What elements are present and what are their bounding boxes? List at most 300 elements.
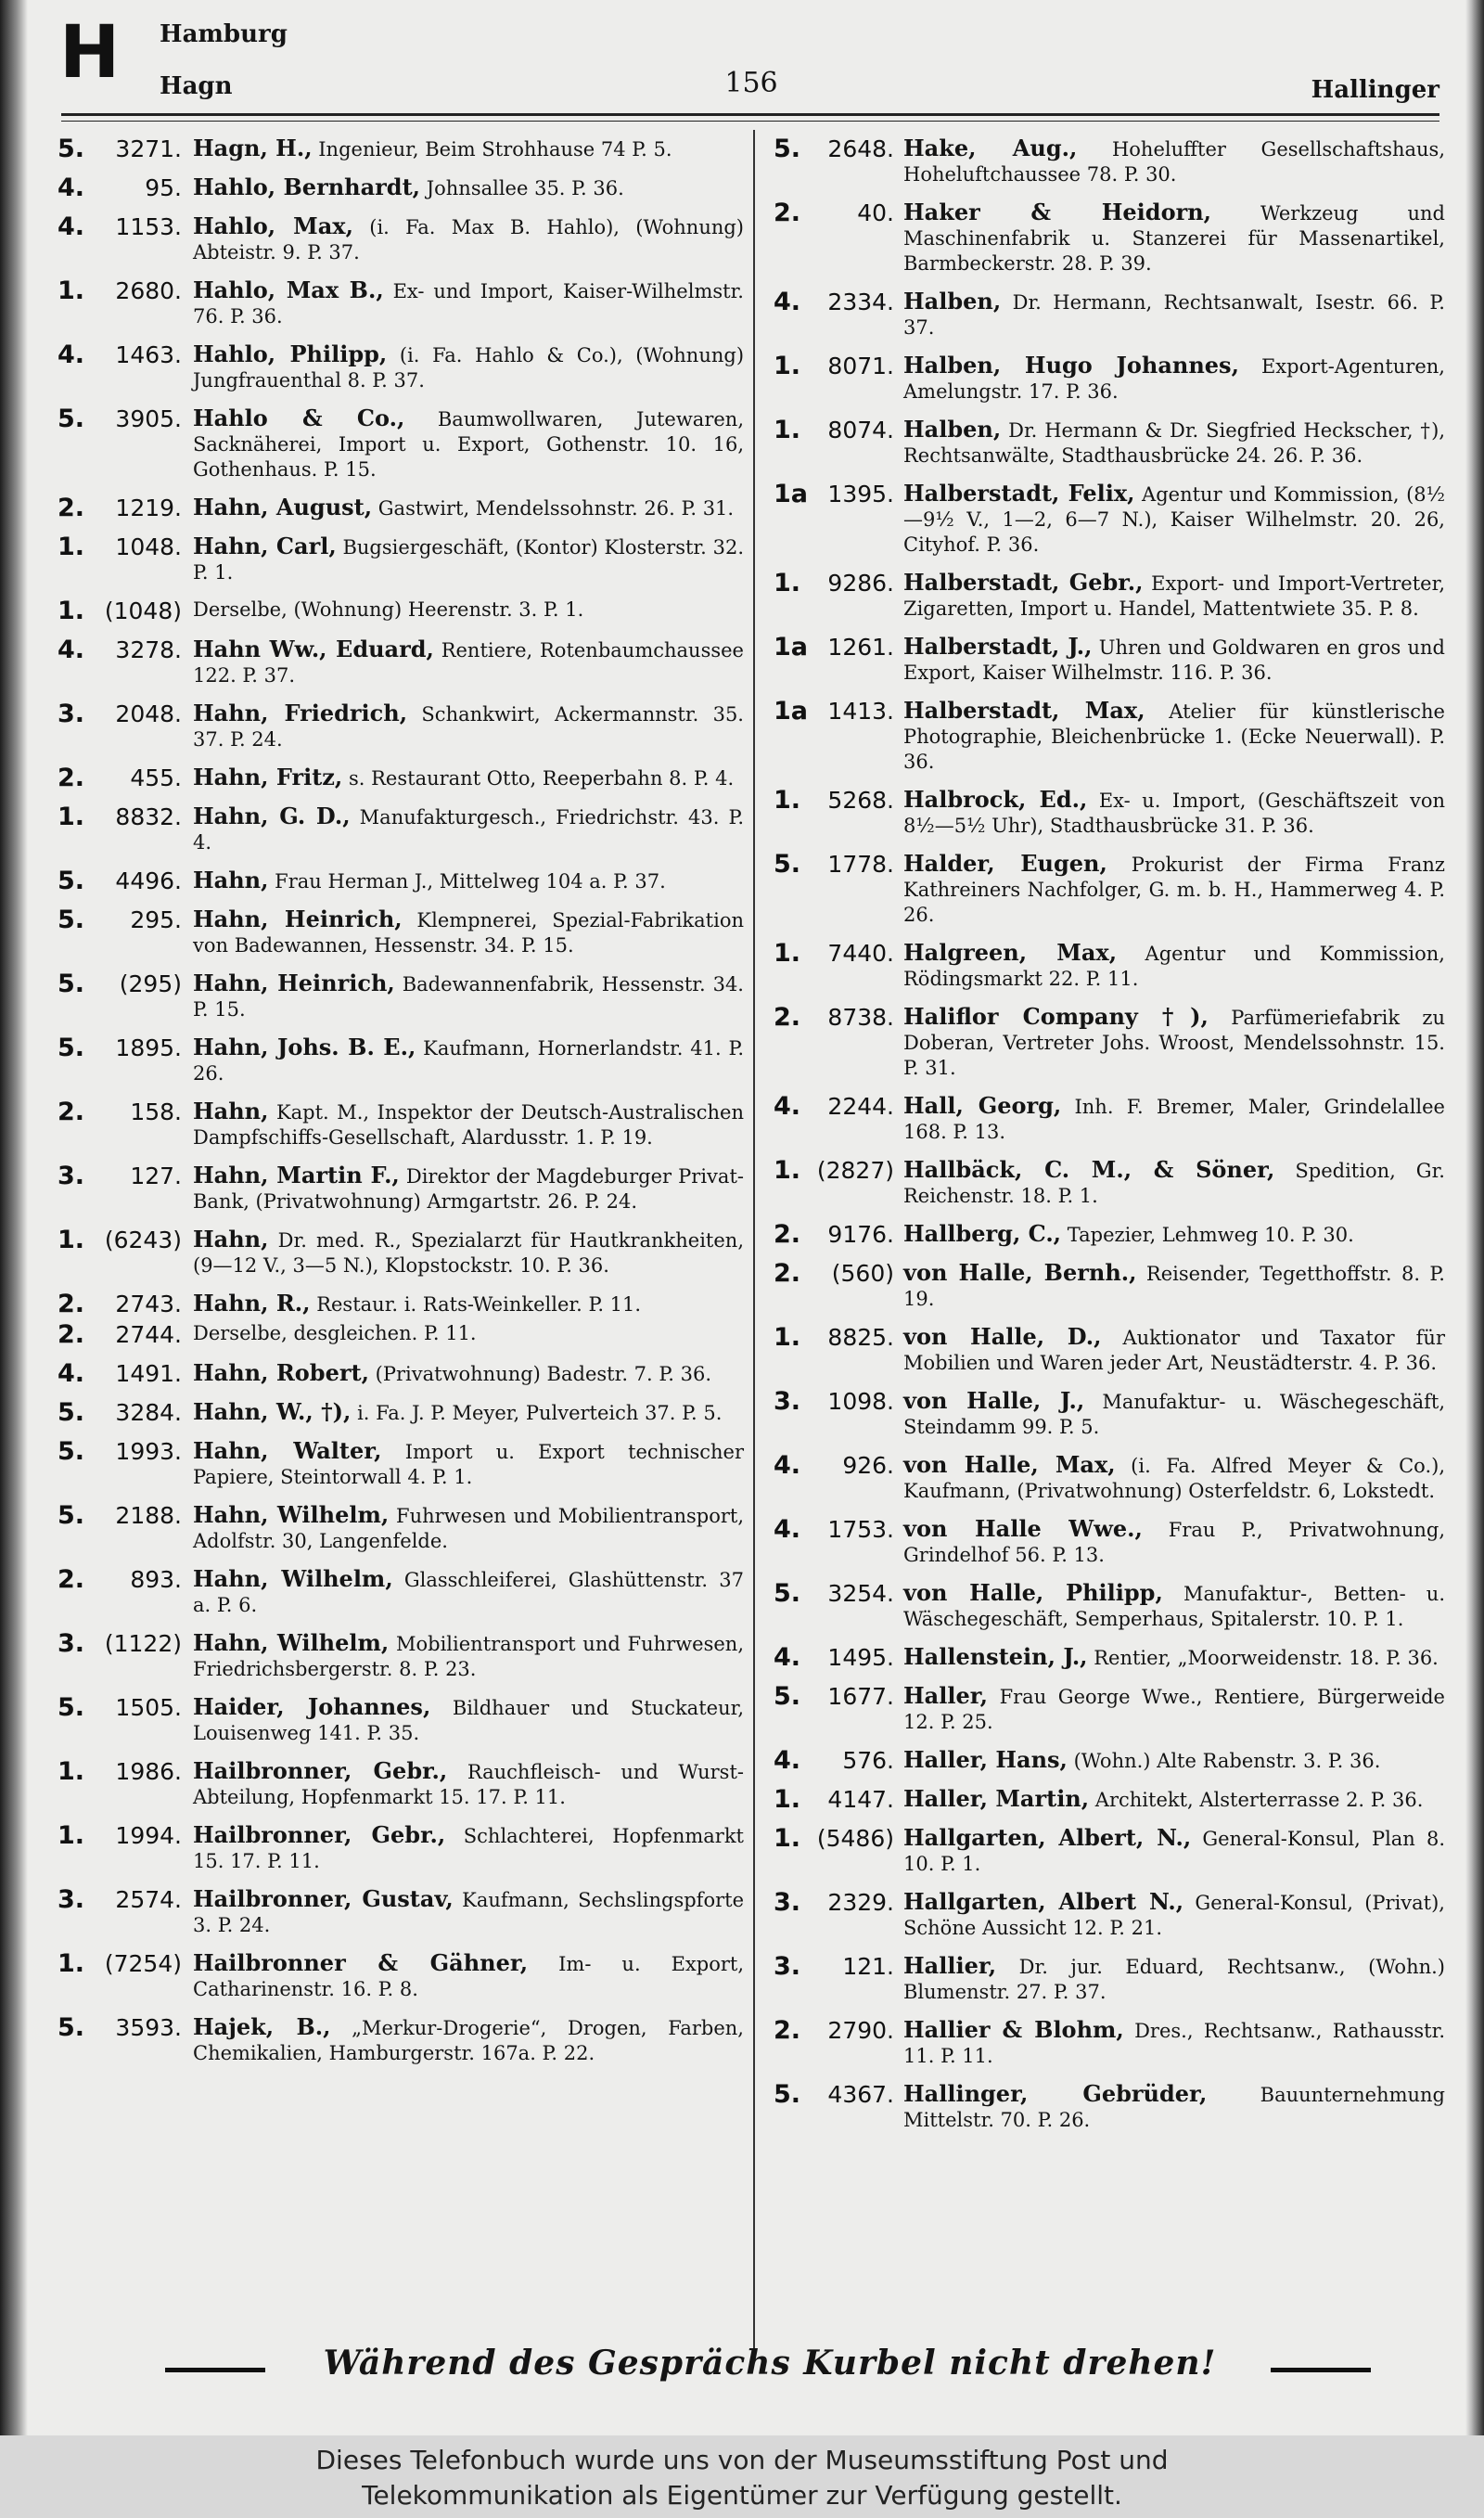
line-number: 1677. xyxy=(827,1683,894,1710)
subscriber-details: Dres., Rechtsanw., Rathausstr. 11. P. 11. xyxy=(903,2020,1445,2067)
exchange-code: 2. xyxy=(58,1290,85,1318)
footer-line-1: Dieses Telefonbuch wurde uns von der Museumsstiftung Post und xyxy=(315,2445,1169,2475)
directory-entry xyxy=(774,135,1445,187)
subscriber-details: (i. Fa. Hahlo & Co.), (Wohnung) Jungfrauenthal 8. P. 37. xyxy=(193,344,745,392)
directory-entry xyxy=(58,970,744,1022)
subscriber-details: Derselbe, (Wohnung) Heerenstr. 3. P. 1. xyxy=(193,598,584,621)
line-number: (560) xyxy=(831,1260,894,1287)
subscriber-details: Ex- u. Import, (Geschäftszeit von 8½—5½ Uhr), Stadthausbrücke 31. P. 36. xyxy=(903,790,1445,837)
exchange-code: 2. xyxy=(58,494,85,522)
directory-entry xyxy=(774,1260,1445,1312)
subscriber-name: Hallinger, Gebrüder, xyxy=(903,2080,1208,2107)
line-number: 8825. xyxy=(827,1324,894,1351)
phone-number xyxy=(58,2014,184,2041)
directory-entry xyxy=(774,1786,1445,1813)
directory-entry xyxy=(58,1630,744,1682)
notice-banner xyxy=(0,2344,1484,2399)
exchange-code: 2. xyxy=(774,2016,801,2045)
subscriber-name: Hahlo, Bernhardt, xyxy=(193,173,421,200)
entry-body xyxy=(894,1157,1445,1209)
line-number: 576. xyxy=(842,1747,894,1774)
line-number: 8738. xyxy=(827,1004,894,1031)
subscriber-name: Haller, Hans, xyxy=(903,1746,1068,1773)
phone-number xyxy=(774,1747,894,1774)
directory-entry xyxy=(58,1399,744,1426)
phone-number xyxy=(774,1093,894,1120)
exchange-code: 5. xyxy=(58,1437,85,1466)
subscriber-details: Im- u. Export, Catharinenstr. 16. P. 8. xyxy=(193,1953,744,2000)
entry-body xyxy=(894,570,1445,622)
line-number: 1505. xyxy=(115,1694,182,1721)
phone-number xyxy=(58,495,184,521)
subscriber-details: Frau George Wwe., Rentiere, Bürgerweide 12. P. 25. xyxy=(903,1686,1445,1733)
subscriber-details: (i. Fa. Max B. Hahlo), (Wohnung) Abteistr. 9. P. 37. xyxy=(193,216,744,263)
subscriber-name: von Halle, D., xyxy=(903,1323,1102,1350)
entry-body xyxy=(184,1034,744,1086)
exchange-code: 1. xyxy=(774,1323,801,1352)
entry-body xyxy=(184,1438,744,1490)
phone-number xyxy=(58,597,184,624)
subscriber-details: Derselbe, desgleichen. P. 11. xyxy=(193,1322,477,1344)
directory-entry xyxy=(774,1388,1445,1440)
phone-number xyxy=(58,341,184,368)
entry-body xyxy=(894,417,1445,469)
entry-body xyxy=(894,1004,1445,1081)
phone-number xyxy=(774,2081,894,2108)
exchange-code: 2. xyxy=(58,764,85,792)
subscriber-details: Klempnerei, Spezial-Fabrikation von Badewannen, Hessenstr. 34. P. 15. xyxy=(193,909,744,957)
subscriber-name: Hahlo & Co., xyxy=(193,405,405,431)
subscriber-name: Hahn, Carl, xyxy=(193,533,337,559)
section-letter: H xyxy=(59,11,121,95)
directory-entry xyxy=(58,1566,744,1618)
entry-body xyxy=(184,1227,744,1278)
exchange-code: 4. xyxy=(58,173,85,202)
exchange-code: 1a xyxy=(774,633,809,662)
line-number: 1753. xyxy=(827,1516,894,1543)
subscriber-name: Haliflor Company †), xyxy=(903,1003,1209,1030)
entry-body xyxy=(894,1260,1445,1312)
subscriber-name: Hahn, Friedrich, xyxy=(193,700,408,726)
exchange-code: 5. xyxy=(774,135,801,163)
line-number: 1495. xyxy=(827,1644,894,1671)
header-city: Hamburg xyxy=(160,20,288,48)
entry-body xyxy=(894,1889,1445,1941)
banner-rule-right xyxy=(1271,2368,1371,2372)
directory-entry xyxy=(58,867,744,894)
subscriber-name: Hallier, xyxy=(903,1952,997,1979)
exchange-code: 4. xyxy=(774,1746,801,1775)
phone-number xyxy=(774,1452,894,1479)
entry-body xyxy=(894,634,1445,686)
exchange-code: 1a xyxy=(774,697,809,726)
directory-entry xyxy=(58,1163,744,1214)
phone-number xyxy=(58,803,184,830)
subscriber-details: Import u. Export technischer Papiere, Steintorwall 4. P. 1. xyxy=(193,1441,744,1488)
exchange-code: 5. xyxy=(58,1693,85,1722)
line-number: 1153. xyxy=(115,213,182,240)
subscriber-name: Hallenstein, J., xyxy=(903,1643,1088,1670)
exchange-code: 1a xyxy=(774,480,809,508)
subscriber-name: Hahn, G. D., xyxy=(193,803,351,829)
exchange-code: 2. xyxy=(774,199,801,227)
line-number: 2743. xyxy=(115,1291,182,1317)
directory-entry xyxy=(774,1889,1445,1941)
phone-number xyxy=(774,570,894,597)
exchange-code: 2. xyxy=(774,1259,801,1288)
entry-body xyxy=(894,2081,1445,2133)
phone-number xyxy=(58,636,184,663)
directory-entry xyxy=(774,2081,1445,2133)
phone-number xyxy=(774,199,894,226)
exchange-code: 4. xyxy=(58,636,85,664)
phone-number xyxy=(58,867,184,894)
subscriber-name: Hallgarten, Albert, N., xyxy=(903,1824,1192,1851)
subscriber-name: Hahn, W., †), xyxy=(193,1398,352,1425)
exchange-code: 5. xyxy=(58,1398,85,1427)
line-number: 3278. xyxy=(115,636,182,663)
entry-body xyxy=(184,700,744,752)
entry-body xyxy=(894,940,1445,992)
directory-entry xyxy=(774,481,1445,558)
directory-entry xyxy=(58,341,744,393)
line-number: 1048. xyxy=(115,533,182,560)
line-number: 1986. xyxy=(115,1758,182,1785)
header-last-name: Hallinger xyxy=(1311,76,1439,104)
exchange-code: 4. xyxy=(774,1451,801,1480)
phone-number xyxy=(774,1260,894,1287)
phone-number xyxy=(774,1644,894,1671)
phone-number xyxy=(774,1004,894,1031)
entry-body xyxy=(184,1163,744,1214)
line-number: 2048. xyxy=(115,700,182,727)
phone-number xyxy=(58,906,184,933)
entry-body xyxy=(184,1291,744,1317)
subscriber-name: Halberstadt, J., xyxy=(903,633,1093,660)
phone-number xyxy=(774,1786,894,1813)
entry-body xyxy=(184,1321,744,1346)
directory-entry xyxy=(774,2017,1445,2069)
directory-entry xyxy=(58,906,744,958)
phone-number xyxy=(774,1683,894,1710)
entry-body xyxy=(894,1683,1445,1735)
exchange-code: 4. xyxy=(58,340,85,369)
phone-number xyxy=(58,1098,184,1125)
exchange-code: 5. xyxy=(58,1034,85,1062)
exchange-code: 3. xyxy=(58,1629,85,1658)
phone-number xyxy=(58,1502,184,1529)
phone-number xyxy=(58,135,184,162)
exchange-code: 3. xyxy=(774,1387,801,1416)
exchange-code: 3. xyxy=(58,1885,85,1914)
line-number: 893. xyxy=(130,1566,182,1593)
line-number: 2680. xyxy=(115,277,182,304)
directory-entry xyxy=(774,787,1445,839)
line-number: 3905. xyxy=(115,405,182,432)
subscriber-name: Hagn, H., xyxy=(193,135,313,161)
phone-number xyxy=(58,1438,184,1465)
line-number: 8832. xyxy=(115,803,182,830)
directory-entry xyxy=(774,289,1445,340)
exchange-code: 1. xyxy=(58,1821,85,1850)
subscriber-details: Agentur und Kommission, (8½—9½ V., 1—2, 6—7 N.), Kaiser Wilhelmstr. 20. 26, Cityhof. P. 36. xyxy=(903,483,1445,556)
subscriber-name: von Halle, Max, xyxy=(903,1451,1116,1478)
subscriber-name: Hailbronner, Gustav, xyxy=(193,1885,454,1912)
subscriber-details: Frau Herman J., Mittelweg 104 a. P. 37. xyxy=(275,870,666,893)
directory-entry xyxy=(58,1886,744,1938)
directory-entry xyxy=(58,1694,744,1746)
exchange-code: 1. xyxy=(774,1824,801,1853)
subscriber-details: (i. Fa. Alfred Meyer & Co.), Kaufmann, (Privatwohnung) Osterfeldstr. 6, Lokstedt. xyxy=(903,1455,1445,1502)
exchange-code: 5. xyxy=(774,2080,801,2109)
entry-body xyxy=(894,135,1445,187)
line-number: 1219. xyxy=(115,495,182,521)
subscriber-name: Hahn, xyxy=(193,867,269,893)
subscriber-name: Halder, Eugen, xyxy=(903,850,1107,877)
line-number: 1463. xyxy=(115,341,182,368)
subscriber-details: Kaufmann, Hornerlandstr. 41. P. 26. xyxy=(193,1037,744,1085)
subscriber-name: Hahlo, Max B., xyxy=(193,276,384,303)
exchange-code: 1. xyxy=(58,1949,85,1978)
exchange-code: 1. xyxy=(58,533,85,561)
exchange-code: 2. xyxy=(58,1098,85,1126)
subscriber-name: Hahlo, Max, xyxy=(193,212,353,239)
subscriber-details: Tapezier, Lehmweg 10. P. 30. xyxy=(1067,1224,1354,1246)
subscriber-details: Atelier für künstlerische Photographie, Bleichenbrücke 1. (Ecke Neuerwall). P. 36. xyxy=(903,700,1445,773)
entry-body xyxy=(184,867,744,894)
entry-body xyxy=(894,1093,1445,1145)
phone-number xyxy=(58,1822,184,1849)
line-number: 1413. xyxy=(827,698,894,725)
phone-number xyxy=(774,940,894,967)
subscriber-name: Hahn, Heinrich, xyxy=(193,970,395,996)
line-number: 2329. xyxy=(827,1889,894,1916)
directory-entry xyxy=(58,764,744,791)
attribution-footer xyxy=(0,2435,1484,2518)
subscriber-details: Ex- und Import, Kaiser-Wilhelmstr. 76. P. 36. xyxy=(193,280,744,328)
phone-number xyxy=(58,700,184,727)
exchange-code: 4. xyxy=(58,1359,85,1388)
subscriber-name: Haller, Martin, xyxy=(903,1785,1090,1812)
line-number: 3254. xyxy=(827,1580,894,1607)
entry-body xyxy=(184,277,744,329)
directory-entry xyxy=(58,803,744,855)
entry-body xyxy=(894,1221,1445,1248)
directory-entry xyxy=(58,1950,744,2002)
entry-body xyxy=(894,698,1445,775)
subscriber-details: General-Konsul, Plan 8. 10. P. 1. xyxy=(903,1828,1445,1875)
page-number: 156 xyxy=(724,67,778,99)
phone-number xyxy=(774,289,894,315)
exchange-code: 1. xyxy=(774,569,801,597)
line-number: 3593. xyxy=(115,2014,182,2041)
subscriber-name: Hahn Ww., Eduard, xyxy=(193,636,434,662)
subscriber-details: Schlachterei, Hopfenmarkt 15. 17. P. 11. xyxy=(193,1825,744,1872)
subscriber-name: Halberstadt, Max, xyxy=(903,697,1145,724)
directory-entry xyxy=(774,1324,1445,1376)
phone-number xyxy=(774,1388,894,1415)
subscriber-name: Hallier & Blohm, xyxy=(903,2016,1124,2043)
line-number: 1993. xyxy=(115,1438,182,1465)
phone-number xyxy=(58,1227,184,1253)
exchange-code: 5. xyxy=(58,970,85,998)
directory-entry xyxy=(58,1034,744,1086)
exchange-code: 4. xyxy=(774,1643,801,1672)
directory-entry xyxy=(58,1291,744,1317)
line-number: 1491. xyxy=(115,1360,182,1387)
directory-entry xyxy=(774,417,1445,469)
subscriber-details: Bauunternehmung Mittelstr. 70. P. 26. xyxy=(903,2084,1445,2131)
subscriber-details: Bildhauer und Stuckateur, Louisenweg 141. P. 35. xyxy=(193,1697,744,1744)
directory-entry xyxy=(774,353,1445,405)
exchange-code: 5. xyxy=(774,850,801,879)
subscriber-details: Schankwirt, Ackermannstr. 35. 37. P. 24. xyxy=(193,703,744,751)
subscriber-details: Glasschleiferei, Glashüttenstr. 37 a. P. 6. xyxy=(193,1569,744,1616)
directory-entry xyxy=(774,1157,1445,1209)
subscriber-details: Baumwollwaren, Jutewaren, Sacknäherei, Import u. Export, Gothenstr. 10. 16, Gothenhaus. P. 15. xyxy=(193,408,744,481)
directory-entry xyxy=(58,533,744,585)
subscriber-name: von Halle, Philipp, xyxy=(903,1579,1163,1606)
phone-number xyxy=(774,1825,894,1852)
entry-body xyxy=(184,1360,744,1387)
phone-number xyxy=(774,135,894,162)
subscriber-details: Dr. Hermann, Rechtsanwalt, Isestr. 66. P. 37. xyxy=(903,291,1445,339)
directory-entry xyxy=(774,1683,1445,1735)
line-number: (7254) xyxy=(104,1950,182,1977)
phone-number xyxy=(58,1950,184,1977)
entry-body xyxy=(184,636,744,688)
line-number: 1395. xyxy=(827,481,894,507)
entry-body xyxy=(184,1630,744,1682)
subscriber-details: Fuhrwesen und Mobilientransport, Adolfstr. 30, Langenfelde. xyxy=(193,1505,744,1552)
banner-text: Während des Gesprächs Kurbel nicht drehen! xyxy=(323,2344,1217,2383)
phone-number xyxy=(58,533,184,560)
subscriber-details: Dr. Hermann & Dr. Siegfried Heckscher, †), Rechtsanwälte, Stadthausbrücke 24. 26. P. 36. xyxy=(903,419,1445,467)
subscriber-details: Rentier, „Moorweidenstr. 18. P. 36. xyxy=(1094,1647,1439,1669)
exchange-code: 5. xyxy=(774,1682,801,1711)
phone-number xyxy=(774,787,894,814)
subscriber-name: Hailbronner, Gebr., xyxy=(193,1821,446,1848)
exchange-code: 2. xyxy=(58,1320,85,1349)
directory-entry xyxy=(774,1093,1445,1145)
phone-number xyxy=(774,1157,894,1184)
directory-entry xyxy=(58,277,744,329)
subscriber-name: Halben, Hugo Johannes, xyxy=(903,352,1239,379)
line-number: 295. xyxy=(130,906,182,933)
exchange-code: 1. xyxy=(774,786,801,815)
entry-body xyxy=(184,597,744,623)
directory-entry xyxy=(58,1502,744,1554)
phone-number xyxy=(774,1580,894,1607)
directory-entry xyxy=(774,1580,1445,1632)
subscriber-details: Dr. med. R., Spezialarzt für Hautkrankheiten, (9—12 V., 3—5 N.), Klopstockstr. 10. P. 36. xyxy=(193,1229,744,1277)
subscriber-name: Hallberg, C., xyxy=(903,1220,1062,1247)
line-number: (6243) xyxy=(104,1227,182,1253)
header-first-name: Hagn xyxy=(160,72,233,100)
subscriber-details: Architekt, Alsterterrasse 2. P. 36. xyxy=(1094,1789,1424,1811)
phone-number xyxy=(58,1291,184,1317)
subscriber-name: Hahn, Heinrich, xyxy=(193,906,403,932)
subscriber-details: (Privatwohnung) Badestr. 7. P. 36. xyxy=(375,1363,712,1385)
directory-entry xyxy=(774,1221,1445,1248)
subscriber-details: Frau P., Privatwohnung, Grindelhof 56. P. 13. xyxy=(903,1519,1445,1566)
entry-body xyxy=(894,1786,1445,1813)
directory-entry xyxy=(58,1758,744,1810)
subscriber-details: Manufaktur-, Betten- u. Wäschegeschäft, Semperhaus, Spitalerstr. 10. P. 1. xyxy=(903,1583,1445,1630)
exchange-code: 1. xyxy=(774,1156,801,1185)
exchange-code: 5. xyxy=(58,867,85,895)
exchange-code: 3. xyxy=(58,1162,85,1190)
subscriber-details: Manufakturgesch., Friedrichstr. 43. P. 4. xyxy=(193,806,744,854)
exchange-code: 4. xyxy=(774,1515,801,1544)
exchange-code: 1. xyxy=(58,276,85,305)
exchange-code: 1. xyxy=(58,1226,85,1254)
exchange-code: 5. xyxy=(58,906,85,934)
directory-entry xyxy=(774,1953,1445,2005)
line-number: 127. xyxy=(130,1163,182,1189)
subscriber-details: Restaur. i. Rats-Weinkeller. P. 11. xyxy=(316,1293,642,1316)
line-number: 1098. xyxy=(827,1388,894,1415)
subscriber-name: Hallbäck, C. M., & Söner, xyxy=(903,1156,1275,1183)
subscriber-details: Johnsallee 35. P. 36. xyxy=(426,177,624,199)
phone-number xyxy=(58,174,184,201)
entry-body xyxy=(184,970,744,1022)
line-number: 8071. xyxy=(827,353,894,379)
exchange-code: 1. xyxy=(58,597,85,625)
banner-rule-left xyxy=(165,2368,265,2372)
subscriber-name: Hahn, Martin F., xyxy=(193,1162,400,1188)
exchange-code: 1. xyxy=(774,352,801,380)
phone-number xyxy=(58,1163,184,1189)
directory-entry xyxy=(774,698,1445,775)
phone-number xyxy=(58,970,184,997)
subscriber-name: Halberstadt, Gebr., xyxy=(903,569,1144,596)
directory-entry xyxy=(58,213,744,265)
phone-number xyxy=(58,1360,184,1387)
entry-body xyxy=(894,851,1445,928)
line-number: 7440. xyxy=(827,940,894,967)
line-number: 3284. xyxy=(115,1399,182,1426)
entry-body xyxy=(184,1502,744,1554)
entry-body xyxy=(184,1098,744,1150)
scan-edge-right xyxy=(1465,0,1484,2435)
entry-body xyxy=(184,2014,744,2066)
directory-entry xyxy=(58,636,744,688)
subscriber-details: Rauchfleisch- und Wurst-Abteilung, Hopfenmarkt 15. 17. P. 11. xyxy=(193,1761,744,1808)
subscriber-details: Uhren und Goldwaren en gros und Export, Kaiser Wilhelmstr. 116. P. 36. xyxy=(903,636,1446,684)
entry-body xyxy=(184,135,744,162)
phone-number xyxy=(58,1694,184,1721)
line-number: (2827) xyxy=(816,1157,894,1184)
entry-body xyxy=(184,533,744,585)
subscriber-details: i. Fa. J. P. Meyer, Pulverteich 37. P. 5. xyxy=(357,1402,723,1424)
directory-entry xyxy=(774,1825,1445,1877)
entry-body xyxy=(184,803,744,855)
exchange-code: 5. xyxy=(58,2013,85,2042)
column-divider xyxy=(753,130,755,2361)
subscriber-name: Halbrock, Ed., xyxy=(903,786,1088,813)
subscriber-name: Hahn, Walter, xyxy=(193,1437,382,1464)
subscriber-details: Auktionator und Taxator für Mobilien und Waren jeder Art, Neustädterstr. 4. P. 36. xyxy=(903,1327,1445,1374)
subscriber-details: Parfümeriefabrik zu Doberan, Vertreter Johs. Wroost, Mendelssohnstr. 15. P. 31. xyxy=(903,1007,1446,1079)
subscriber-details: Hoheluffter Gesellschaftshaus, Hoheluftchaussee 78. P. 30. xyxy=(903,138,1445,186)
subscriber-name: von Halle Wwe., xyxy=(903,1515,1143,1542)
subscriber-name: Halben, xyxy=(903,416,1002,443)
entry-body xyxy=(894,353,1445,405)
phone-number xyxy=(58,1566,184,1593)
subscriber-details: Prokurist der Firma Franz Kathreiners Nachfolger, G. m. b. H., Hammerweg 4. P. 26. xyxy=(903,854,1445,926)
phone-number xyxy=(58,213,184,240)
